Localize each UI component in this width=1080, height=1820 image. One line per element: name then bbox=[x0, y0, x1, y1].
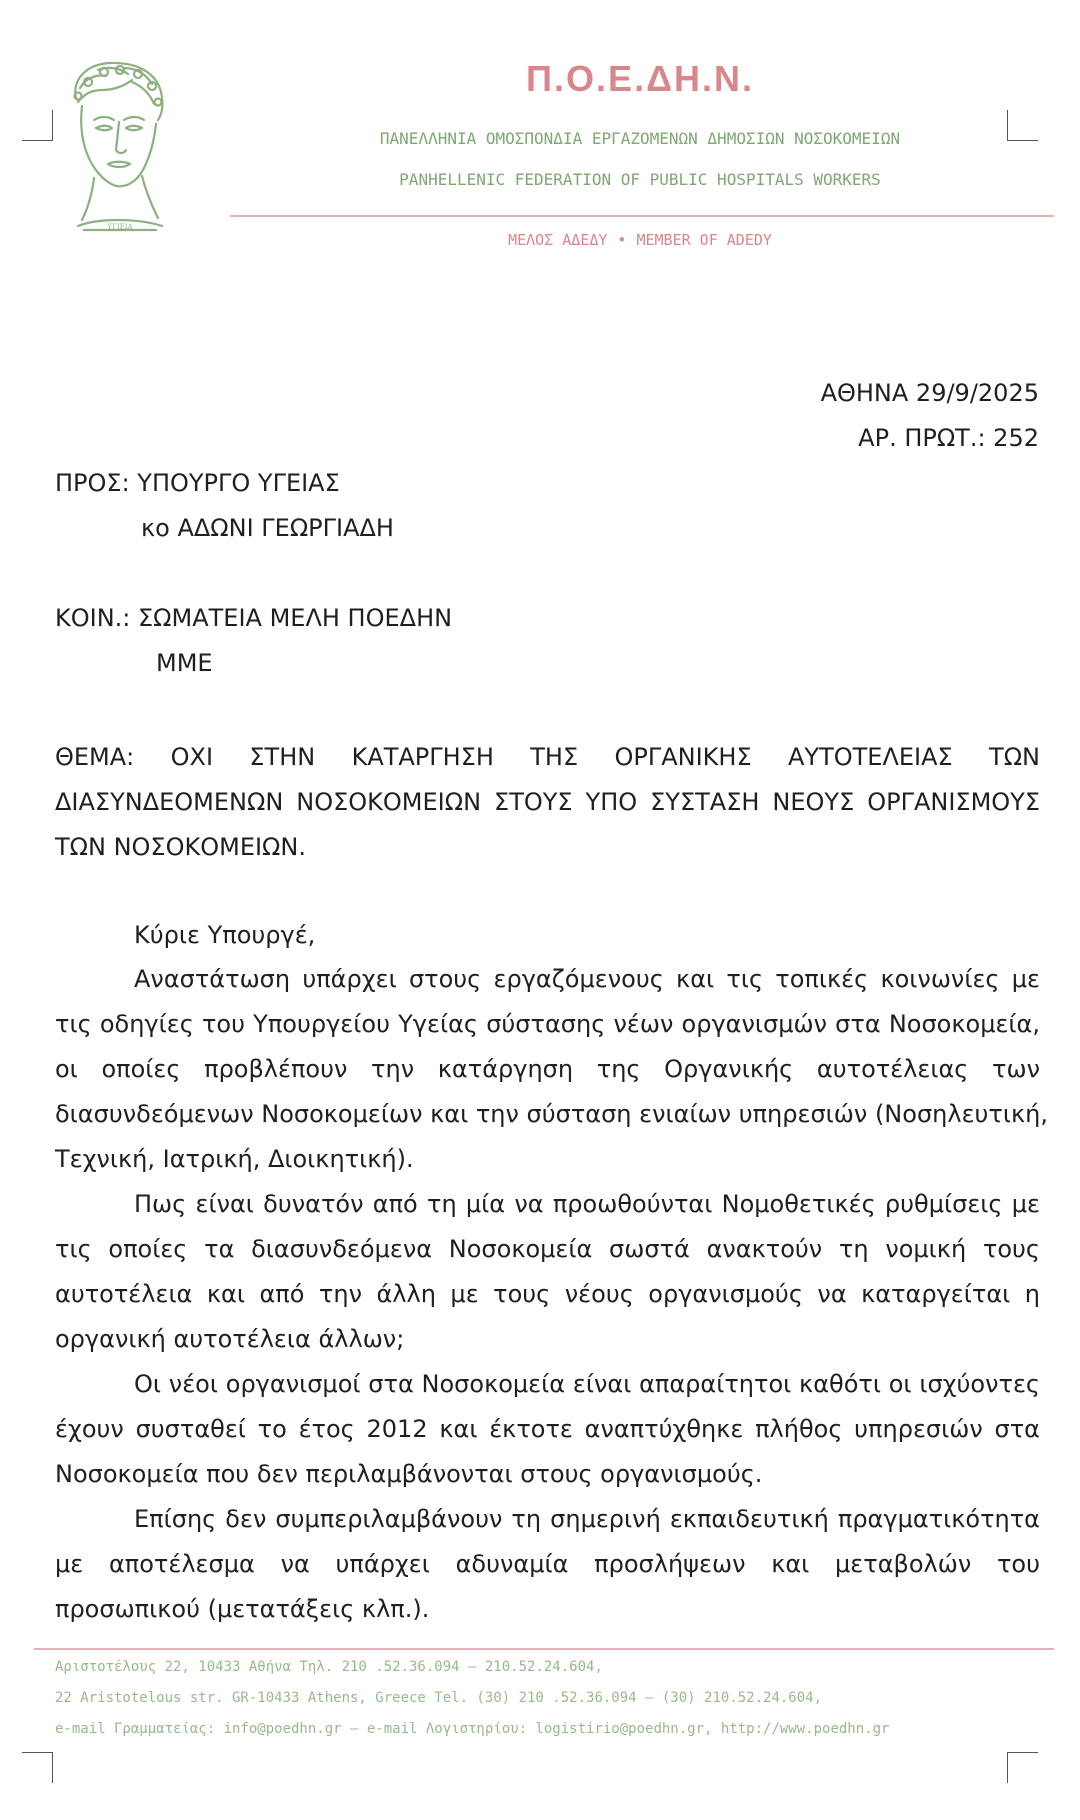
paragraph-line: Επίσης δεν συμπεριλαμβάνουν τη σημερινή εκπαιδευτική πραγματικότητα bbox=[134, 1505, 1040, 1533]
protocol-number: ΑΡ. ΠΡΩΤ.: 252 bbox=[858, 424, 1039, 452]
member-greek: ΜΕΛΟΣ ΑΔΕΔΥ bbox=[508, 231, 608, 249]
paragraph-line: έχουν συσταθεί το έτος 2012 και έκτοτε αναπτύχθηκε πλήθος υπηρεσιών στα bbox=[55, 1415, 1040, 1443]
subject-line: ΤΩΝ ΝΟΣΟΚΟΜΕΙΩΝ. bbox=[55, 833, 306, 861]
salutation: Κύριε Υπουργέ, bbox=[134, 921, 316, 949]
recipient-name: κο ΑΔΩΝΙ ΓΕΩΡΓΙΑΔΗ bbox=[141, 514, 394, 542]
subject-line: ΔΙΑΣΥΝΔΕΟΜΕΝΩΝ ΝΟΣΟΚΟΜΕΙΩΝ ΣΤΟΥΣ ΥΠΟ ΣΥΣΤΑΣΗ ΝΕΟΥΣ ΟΡΓΑΝΙΣΜΟΥΣ bbox=[55, 788, 1040, 816]
paragraph-line: αυτοτέλεια και από την άλλη με τους νέους οργανισμούς να καταργείται η bbox=[55, 1280, 1040, 1308]
paragraph-line: προσωπικού (μετατάξεις κλπ.). bbox=[55, 1595, 430, 1623]
paragraph-line: διασυνδεόμενων Νοσοκομείων και την σύσταση ενιαίων υπηρεσιών (Νοσηλευτική, bbox=[55, 1100, 1048, 1128]
footer-divider bbox=[34, 1648, 1054, 1650]
paragraph-line: Πως είναι δυνατόν από τη μία να προωθούνται Νομοθετικές ρυθμίσεις με bbox=[134, 1190, 1040, 1218]
paragraph-line: Αναστάτωση υπάρχει στους εργαζόμενους και τις τοπικές κοινωνίες με bbox=[134, 965, 1040, 993]
org-acronym-title: Π.Ο.Ε.ΔΗ.Ν. bbox=[526, 58, 754, 99]
corner-mark-top-left bbox=[22, 110, 53, 141]
member-separator: • bbox=[617, 231, 627, 249]
corner-mark-bottom-right bbox=[1007, 1752, 1038, 1783]
paragraph-line: τις οποίες τα διασυνδεόμενα Νοσοκομεία σωστά ανακτούν τη νομική τους bbox=[55, 1235, 1040, 1263]
subject-block bbox=[55, 735, 1040, 870]
body-paragraph-2 bbox=[55, 1182, 1040, 1362]
recipient-cc-media: ΜΜΕ bbox=[156, 649, 213, 677]
corner-mark-bottom-left bbox=[22, 1752, 53, 1783]
date-line: ΑΘΗΝΑ 29/9/2025 bbox=[820, 379, 1039, 407]
paragraph-line: με αποτέλεσμα να υπάρχει αδυναμία προσλήψεων και μεταβολών του bbox=[55, 1550, 1040, 1578]
recipient-cc: ΚΟΙΝ.: ΣΩΜΑΤΕΙΑ ΜΕΛΗ ΠΟΕΔΗΝ bbox=[55, 604, 453, 632]
paragraph-line: Οι νέοι οργανισμοί στα Νοσοκομεία είναι απαραίτητοι καθότι οι ισχύοντες bbox=[134, 1370, 1040, 1398]
paragraph-line: οργανική αυτοτέλεια άλλων; bbox=[55, 1325, 405, 1353]
paragraph-line: τις οδηγίες του Υπουργείου Υγείας σύστασης νέων οργανισμών στα Νοσοκομεία, bbox=[55, 1010, 1040, 1038]
body-paragraph-3 bbox=[55, 1362, 1040, 1497]
footer-contacts: e-mail Γραμματείας: info@poedhn.gr – e-mail Λογιστηρίου: logistirio@poedhn.gr, http://www.poedhn.gr bbox=[55, 1721, 890, 1737]
recipient-to: ΠΡΟΣ: ΥΠΟΥΡΓΟ ΥΓΕΙΑΣ bbox=[55, 469, 340, 497]
footer-address-greek: Αριστοτέλους 22, 10433 Αθήνα Τηλ. 210 .52.36.094 – 210.52.24.604, bbox=[55, 1659, 603, 1675]
body-paragraph-1 bbox=[55, 957, 1048, 1182]
member-english: MEMBER OF ADEDY bbox=[636, 231, 772, 249]
logo-caption: ΥΓΙΕΙΑ bbox=[107, 223, 133, 231]
body-paragraph-4 bbox=[55, 1497, 1040, 1632]
paragraph-line: οι οποίες προβλέπουν την κατάργηση της Οργανικής αυτοτέλειας των bbox=[55, 1055, 1040, 1083]
paragraph-line: Τεχνική, Ιατρική, Διοικητική). bbox=[55, 1145, 414, 1173]
subject-line: ΘΕΜΑ: ΟΧΙ ΣΤΗΝ ΚΑΤΑΡΓΗΣΗ ΤΗΣ ΟΡΓΑΝΙΚΗΣ ΑΥΤΟΤΕΛΕΙΑΣ ΤΩΝ bbox=[55, 743, 1040, 771]
org-name-english: PANHELLENIC FEDERATION OF PUBLIC HOSPITALS WORKERS bbox=[399, 170, 881, 189]
org-name-greek: ΠΑΝΕΛΛΗΝΙΑ ΟΜΟΣΠΟΝΔΙΑ ΕΡΓΑΖΟΜΕΝΩΝ ΔΗΜΟΣΙΩΝ ΝΟΣΟΚΟΜΕΙΩΝ bbox=[379, 129, 901, 148]
paragraph-line: Νοσοκομεία που δεν περιλαμβάνονται στους οργανισμούς. bbox=[55, 1460, 763, 1488]
footer-address-english: 22 Aristotelous str. GR-10433 Athens, Greece Tel. (30) 210 .52.36.094 – (30) 210.52.24.604, bbox=[55, 1690, 823, 1706]
hygeia-head-logo bbox=[58, 58, 178, 233]
membership-line bbox=[230, 231, 1050, 249]
header-divider bbox=[230, 215, 1054, 217]
